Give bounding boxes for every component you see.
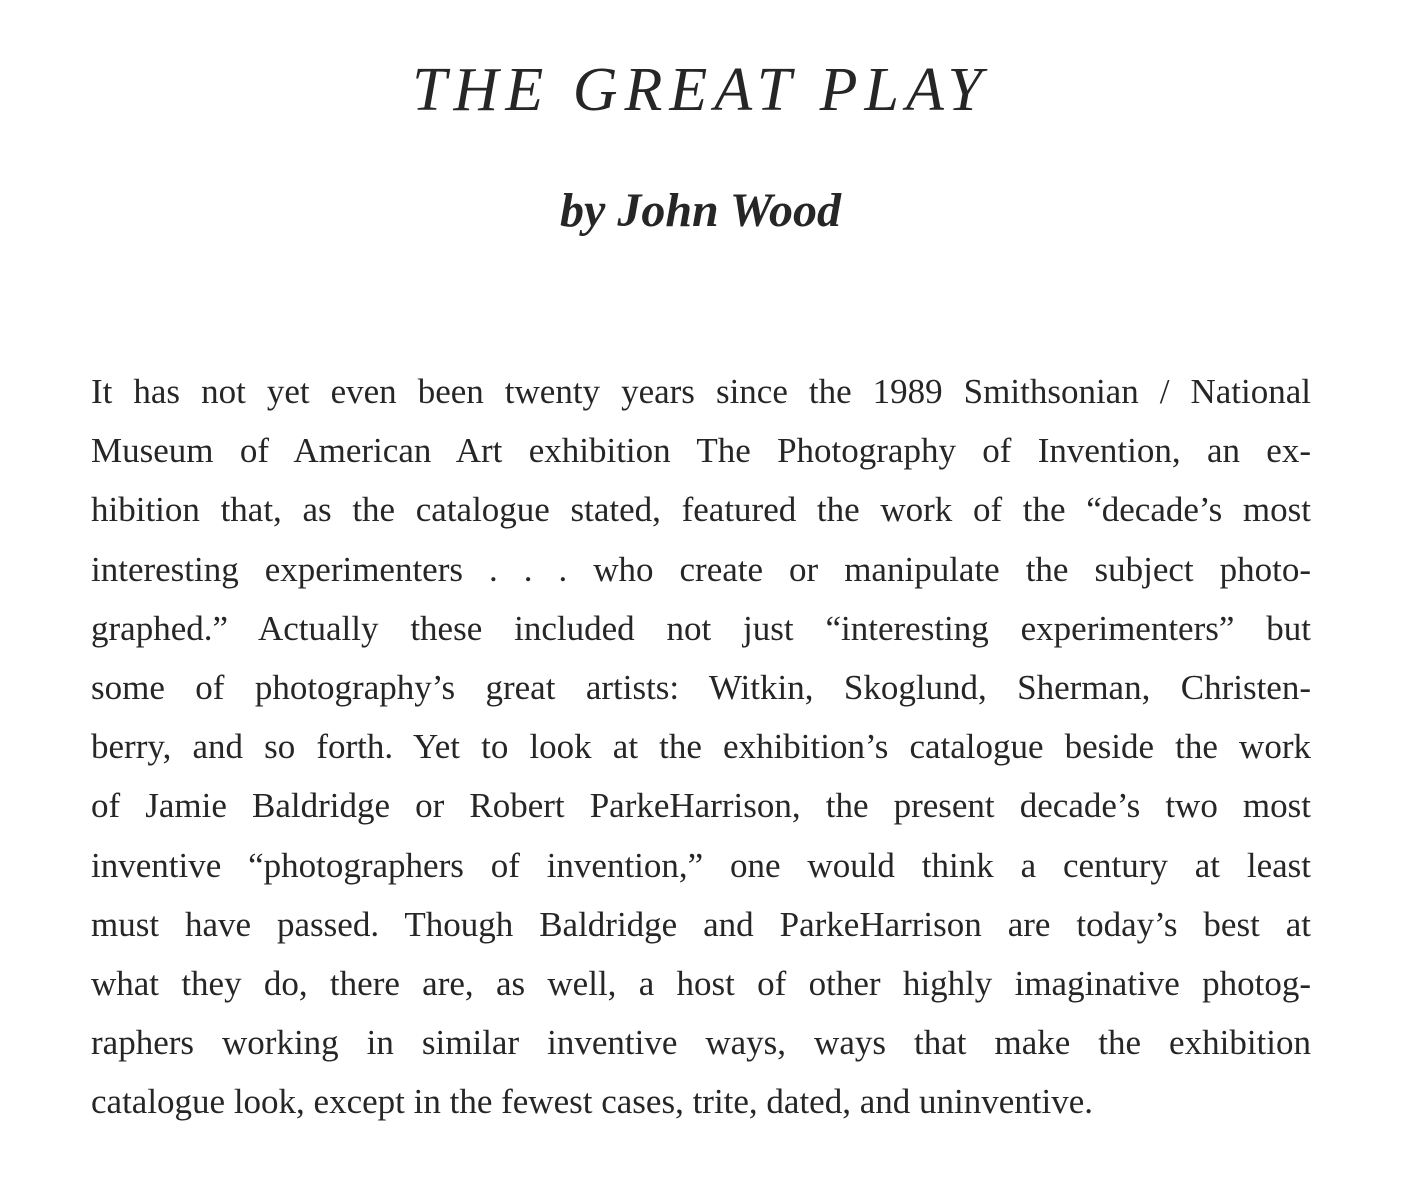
body-line: It has not yet even been twenty years since the 1989 Smithsonian / National xyxy=(91,372,1311,411)
body-line: inventive “photographers of invention,” one would think a century at least xyxy=(91,845,1311,885)
body-line: Museum of American Art exhibition The Photography of Invention, an ex- xyxy=(91,431,1311,471)
body-line: graphed.” Actually these included not just “interesting experimenters” but xyxy=(91,608,1311,648)
body-line: of Jamie Baldridge or Robert ParkeHarrison, the present decade’s two most xyxy=(91,786,1311,826)
body-line: interesting experimenters . . . who create or manipulate the subject photo- xyxy=(91,549,1311,589)
author-byline: by John Wood xyxy=(560,184,841,237)
body-line-last: catalogue look, except in the fewest cases, trite, dated, and uninventive. xyxy=(91,1082,1093,1122)
body-line: hibition that, as the catalogue stated, featured the work of the “decade’s most xyxy=(91,490,1311,530)
article-body xyxy=(91,362,1311,1131)
body-line: berry, and so forth. Yet to look at the exhibition’s catalogue beside the work xyxy=(91,727,1311,767)
page-title: THE GREAT PLAY xyxy=(412,56,989,124)
body-line: what they do, there are, as well, a host of other highly imaginative photog- xyxy=(91,963,1311,1003)
body-line: raphers working in similar inventive ways, ways that make the exhibition xyxy=(91,1023,1311,1063)
body-line: some of photography’s great artists: Witkin, Skoglund, Sherman, Christen- xyxy=(91,667,1311,707)
body-line: must have passed. Though Baldridge and ParkeHarrison are today’s best at xyxy=(91,904,1311,944)
